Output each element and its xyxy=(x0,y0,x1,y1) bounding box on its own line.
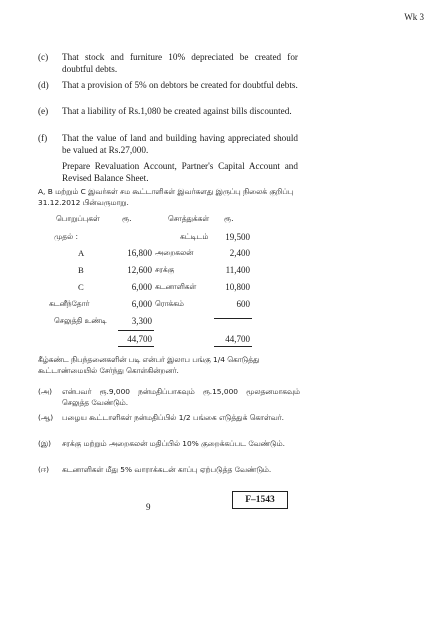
header-assets: சொத்துக்கள் xyxy=(168,214,210,223)
page-tag: Wk 3 xyxy=(404,12,424,22)
rule-left-top xyxy=(118,330,154,331)
item-marker: (c) xyxy=(38,52,49,62)
item-marker: (ஆ) xyxy=(38,413,54,422)
header-rs-left: ரூ. xyxy=(122,214,132,223)
list-item xyxy=(38,80,298,104)
item-marker: (f) xyxy=(38,133,48,143)
partner-a-amount: 16,800 xyxy=(127,248,152,258)
item-text: That a liability of Rs.1,080 be created against bills discounted. xyxy=(62,106,292,116)
rule-right-bottom xyxy=(214,346,252,347)
bills-payable-label: செலுத்தி உண்டி xyxy=(54,316,107,325)
header-liabilities: பொறுப்புகள் xyxy=(56,214,100,223)
item-text: That a provision of 5% on debtors be created for doubtful debts. xyxy=(62,80,298,90)
header-rs-right: ரூ. xyxy=(224,214,234,223)
item-marker: (இ) xyxy=(38,439,51,448)
asset-amount: 10,800 xyxy=(225,282,250,292)
item-marker: (d) xyxy=(38,80,49,90)
partner-a: A xyxy=(78,248,85,258)
asset-amount: 19,500 xyxy=(225,232,250,242)
prepare-instruction: Prepare Revaluation Account, Partner's Capital Account and Revised Balance Sheet. xyxy=(62,161,298,183)
total-left: 44,700 xyxy=(127,334,152,344)
item-text: பழைய கூட்டாளிகள் நன்மதிப்பில் 1/2 பங்கை எடுத்துக் கொள்வர். xyxy=(62,413,284,422)
asset-amount: 11,400 xyxy=(225,265,250,275)
list-item xyxy=(38,52,298,76)
partner-c: C xyxy=(78,282,84,292)
item-text: சரக்கு மற்றும் அறைகலன் மதிப்பில் 10% குறைக்கப்பட வேண்டும். xyxy=(62,439,285,448)
tamil-conditions-intro: கீழ்கண்ட நிபந்தனைகளின் படி என்பர் இலாப பங்கு 1/4 கொடுத்து கூட்டாண்மையில் சேர்ந்து கொள்கின்றனர். xyxy=(38,355,260,375)
item-marker: (அ) xyxy=(38,387,52,396)
item-text: கடனாளிகள் மீது 5% வாராக்கடன் காப்பு ஏற்படுத்த வேண்டும். xyxy=(62,465,272,474)
tamil-intro: A, B மற்றும் C இவர்கள் சம கூட்டாளிகள் இவர்களது இருப்பு நிலைக் குறிப்பு 31.12.2012 பின்வருமாறு. xyxy=(38,187,294,207)
rule-left-bottom xyxy=(118,346,154,347)
asset-label: கட்டிடம் xyxy=(180,232,209,241)
page-number: 9 xyxy=(146,502,151,512)
bills-payable-amount: 3,300 xyxy=(131,316,152,326)
asset-label: ரொக்கம் xyxy=(155,299,184,308)
asset-amount: 600 xyxy=(236,299,250,309)
list-item xyxy=(38,133,298,157)
asset-label: சரக்கு xyxy=(155,265,175,274)
creditors-label: கடனீந்தோர் xyxy=(49,299,90,308)
item-text: என்பவர் ரூ.9,000 நன்மதிப்பாகவும் ரூ.15,000 மூலதனமாகவும் செலுத்த வேண்டும். xyxy=(62,387,300,407)
item-text: That stock and furniture 10% depreciated be created for doubtful debts. xyxy=(62,52,298,74)
item-marker: (e) xyxy=(38,106,49,116)
total-right: 44,700 xyxy=(225,334,250,344)
creditors-amount: 6,000 xyxy=(131,299,152,309)
asset-label: கடனாளிகள் xyxy=(155,282,197,291)
partner-b: B xyxy=(78,265,84,275)
capital-label: முதல் : xyxy=(54,232,78,241)
rule-right-top xyxy=(214,318,252,319)
partner-c-amount: 6,000 xyxy=(131,282,152,292)
item-marker: (ஈ) xyxy=(38,465,49,474)
asset-amount: 2,400 xyxy=(229,248,250,258)
asset-label: அறைகலன் xyxy=(155,248,194,257)
partner-b-amount: 12,600 xyxy=(127,265,152,275)
list-item xyxy=(38,106,298,130)
item-text: That the value of land and building having appreciated should be valued at Rs.27,000. xyxy=(62,133,298,155)
paper-code: F–1543 xyxy=(232,491,288,509)
